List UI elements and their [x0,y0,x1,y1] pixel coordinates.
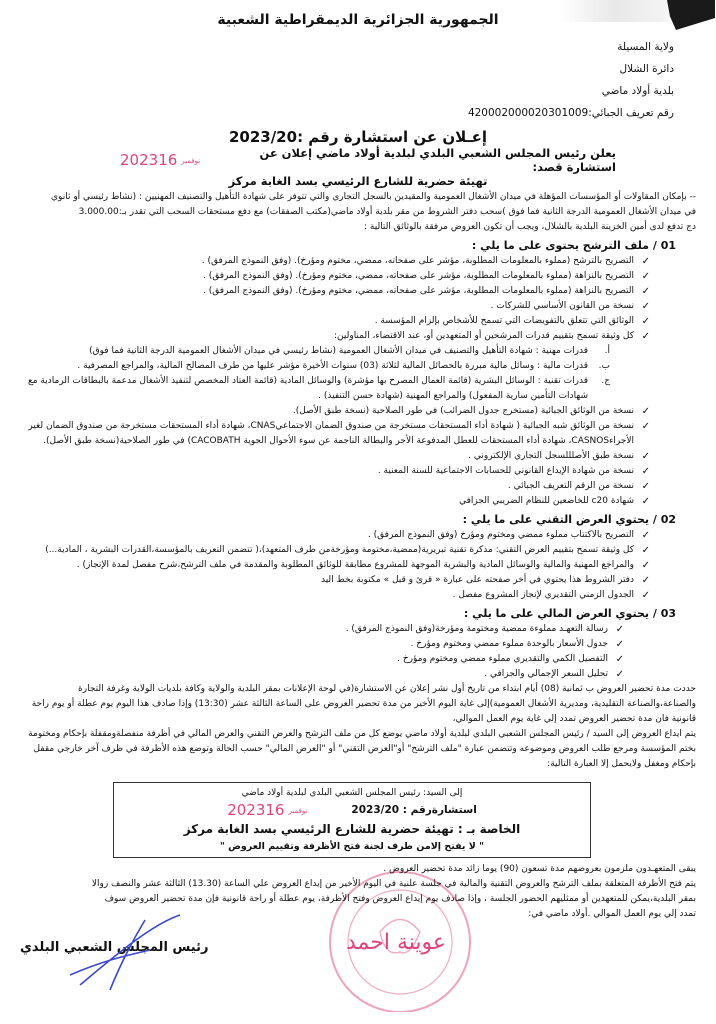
item-text: كل وثيقة تسمح بتقييم قدرات المرشحين أو المتعهدين أو، عند الاقتضاء، المناولين: [334,331,634,341]
handwritten-signature [50,910,190,990]
check-icon: ✓ [641,256,650,267]
section-02-title: 02 / يحتوي العرض التقني على ما يلي : [462,513,676,526]
stamp-month: نوفمبر [288,806,308,815]
announcement-intro: يعلن رئيس المجلس الشعبي البلدي لبلدية أولاد ماضي إعلان عن استشارة قصد: [259,146,616,174]
announcement-heading: إعـلان عن استشارة رقم :2023/20 [228,128,488,146]
para-line: قانونية فان مدة تحضير العروض تمدد إلي غاية يوم العمل الموالي، [452,714,696,724]
check-icon: ✓ [615,624,624,635]
intro-row [20,146,696,174]
item-text: نسخة من القانون الأساسي للشركات . [490,301,634,311]
item-text: جدول الأسعار بالوحدة مملوء ممضي ومختوم ومؤرخ . [410,639,608,649]
list-item [20,329,696,344]
list-item [20,558,696,573]
item-text: نسخة من الوثائق شبه الجبائية ( شهادة أداء المستحقات مستخرجة من صندوق الضمان الاجتماعيCNAS، شهادة أداء المستحقات مستخرجة من صندوق الضمان لغير [28,421,634,431]
handwritten-name-stamp: عوينة احمد [345,930,446,955]
stamp-day: 16 [158,151,178,169]
check-icon: ✓ [641,451,650,462]
item-text: الأجراءCASNOS، شهادة أداء المستحقات للعطل المدفوعة الأجر والبطالة الناجمة عن سوء الأحوال الجوية CACOBATH) في طور الصلاحية(نسخة طبق الأصل). [43,436,634,446]
check-icon: ✓ [641,530,650,541]
check-icon: ✓ [641,545,650,556]
stamp-year: 2023 [227,801,266,819]
check-icon: ✓ [641,560,650,571]
commune-label: بلدية أولاد ماضي [601,85,674,97]
stamp-month: نوفمبر [181,156,201,165]
list-item [20,588,696,603]
check-icon: ✓ [615,639,624,650]
daira-label: دائرة الشلال [619,63,674,75]
received-date-stamp [120,151,204,169]
list-item [20,622,696,637]
item-text: دفتر الشروط هذا يحتوي في أخر صفحته على عبارة « قرئ و قبل » مكتوبة بخط اليد [320,575,634,585]
tax-id: رقم تعريف الجبائي:420002000020301009 [467,107,674,119]
list-item [20,419,696,449]
para-line: في ميدان الأشغال العمومية الدرجة الثانية فما فوق )سحب دفتر الشروط من مقر بلدية أولاد ماضي(مكتب الصفقات) مع دفع مستحقات السحب التي تقدر بـ:3.000.00 [78,207,696,217]
para-line: بختم المؤسسة ومرجع طلب العروض وموضوعه وتتضمن عبارة "ملف الترشح" أو"العرض التقني" أو "العرض المالي" حسب الحالة وتوضع هذه الأظرفة في ظرف آخر خارجي مقفل [33,744,696,754]
box-date-stamp [227,801,311,819]
signature-block [20,940,208,955]
list-item [20,254,696,269]
item-text: نسخة من شهادة الإيداع القانوني للحسابات الاجتماعية للسنة المعنية . [377,466,634,476]
signatory-title: رئيس المجلس الشعبي البلدي [20,940,209,955]
check-icon: ✓ [641,286,650,297]
envelope-recipient: إلى السيد: رئيس المجلس الشعبي البلدي لبلدية أولاد ماضي [241,788,463,798]
list-item [20,528,696,543]
list-item [20,637,696,652]
section-03-title: 03 / يحتوي العرض المالي على ما يلي : [463,607,676,620]
sub-item-label: أ. [604,346,610,356]
republic-title: الجمهورية الجزائرية الديمقراطية الشعبية [217,12,499,28]
wilaya-label: ولاية المسيلة [617,41,674,53]
item-text: التصريح بالنزاهة (مملوء بالمعلومات المطلوبة، مؤشر على صفحاته، ممضي، مختوم ومؤرخ). (وفق النموذج المرفق) . [203,286,634,296]
item-text: نسخة من الوثائق الجبائية (مستخرج جدول الضرائب) في طور الصلاحية (نسخة طبق الأصل). [292,406,634,416]
check-icon: ✓ [641,481,650,492]
item-text: نسخة من الرقم التعريف الجبائي . [507,481,634,491]
sub-item-text: قدرات مالية : وسائل مالية مبررة بالحصائل المالية لثلاثة (03) سنوات الأخيرة مؤشر عليها من طرف المصالح المالية، والمراجع المصرفية . [77,361,588,371]
envelope-ref-row [114,801,590,819]
para-line: -- بإمكان المقاولات أو المؤسسات المؤهلة في ميدان الأشغال العمومية والمقيدين بالسجل التجاري والتي تتوفر على شهادة التأهيل والتصنيف المهنيين : (نشاط رئيسي أو ثانوي [51,192,696,202]
sub-item [20,344,696,359]
check-icon: ✓ [615,654,624,665]
section-01-title: 01 / ملف الترشح يحتوى على ما يلي : [471,239,676,252]
item-text: الجدول الزمني التقديري لإنجاز المشروع مفصل . [452,590,634,600]
check-icon: ✓ [641,466,650,477]
item-text: كل وثيقة تسمح بتقييم العرض التقني: مذكرة تقنية تبريرية(ممضية،مختومة ومؤرخةمن طرف المتعهد)،( تتضمن التعريف بالمؤسسة،القدرات البشرية ، المادية...) [45,545,634,555]
list-item [20,284,696,299]
deposit-paragraph [20,727,696,772]
stamp-year: 2023 [120,151,159,169]
para-line: بمقر البلدية،يمكن للمتعهدين أو ممثليهم الحضور الجلسة ، وإذا صادف يوم إيداع العروض وفتح الأظرفة، يوم عطلة أو راحة قانونية فإن مدة تحضير العروض سوف [104,894,696,904]
check-icon: ✓ [641,575,650,586]
para-line: حددت مدة تحضير العروض ب ثمانية (08) أيام ابتداء من تاريخ أول نشر إعلان عن الاستشارة(في لوحة الإعلانات بمقر البلدية والولاية وكافة بلديات الولاية وغرفة التجارة [78,684,696,694]
list-item [20,449,696,464]
list-item [20,543,696,558]
stamp-day: 16 [265,801,285,819]
para-line: يتم فتح الأظرفة المتعلقة بملف الترشح والعروض التقنية والمالية في جلسة علنية في اليوم الأخير من إيداع العروض علي الساعة (13.30) الثالثة عشر والنصف زوالا [91,879,696,889]
item-text: التصريح بالترشح (مملوء بالمعلومات المطلوبة، مؤشر على صفحاته، ممضي، مختوم ومؤرخ). (وفق النموذج المرفق) . [201,256,634,266]
sub-item-text: شهادات التأمين سارية المفعول) والمراجع المهنية (شهادة حسن التنفيذ) . [318,391,588,401]
list-item [20,573,696,588]
list-item [20,479,696,494]
envelope-notice: " لا يفتح إلامن طرف لجنة فتح الأظرفة وتقييم العروض " [219,841,485,852]
check-icon: ✓ [641,496,650,507]
check-icon: ✓ [641,271,650,282]
closing-section [20,862,696,955]
sub-item-label: ب. [598,361,610,371]
check-icon: ✓ [641,421,650,432]
para-line: دج تدفع لدى أمين الخزينة البلدية بالشلال، ويجب أن تكون العروض مرفقة بالوثائق التالية : [364,222,696,232]
envelope-subject: الخاصة بـ : تهيئة حضرية للشارع الرئيسي بسد الغابة مركز [183,822,521,836]
scan-smudge [560,0,670,22]
item-text: نسخة طبق الأصلللسجل التجاري الإلكتروني . [468,451,634,461]
check-icon: ✓ [615,669,624,680]
para-line: يبقى المتعهـدون ملزمون بعروضهم مدة تسعون (90) يوما زائد مدة تحضير العروض . [383,864,696,874]
check-icon: ✓ [641,406,650,417]
check-icon: ✓ [641,301,650,312]
signature-row [20,930,696,955]
list-item [20,404,696,419]
para-line: يتم ايداع العروض إلى السيد / رئيس المجلس الشعبي البلدي لبلدية أولاد ماضي يوضع كل من ملف الترشح والعرض التقني والعرض المالي في أظرفة منفصلةومقفلة بإحكام ومختومة [28,729,696,739]
eligibility-paragraph [20,190,696,235]
check-icon: ✓ [641,316,650,327]
item-text: شهادة c20 للخاضعين للنظام الضريبي الجزافي [459,496,634,506]
list-item [20,652,696,667]
check-icon: ✓ [641,590,650,601]
list-item [20,667,696,682]
sub-item-text: قدرات مهنية : شهادة التأهيل والتصنيف في ميدان الأشغال العمومية (نشاط رئيسي في ميدان الأشغال العمومية الدرجة الثانية فما فوق) [89,346,588,356]
para-line: بإحكام ومغفل ولايحمل إلا العبارة التالية: [547,759,696,769]
envelope-label-box [113,782,591,858]
list-item [20,269,696,284]
item-text: التصريح بالاكتتاب مملوء ممضي ومختوم ومؤرخ (وفق النموذج المرفق) . [367,530,634,540]
sub-item-text: قدرات تقنية : الوسائل البشرية (قائمة العمال المصرح بها مؤشرة) والوسائل المادية (قائمة العتاد المخصص لتنفيذ الأشغال مدعمة بالبطاقات الرمادية مع [27,376,588,386]
item-text: والمراجع المهنية والمالية والوسائل المادية والبشرية الموجهة للمشروع مطابقة للوثائق المطلوبة والمقدمة في ملف الترشح،شرح مفصل لمدة الإنجاز) . [76,560,634,570]
deadline-paragraph [20,682,696,727]
sub-item-label: ج. [601,376,610,386]
check-icon: ✓ [641,331,650,342]
sub-item [20,359,696,374]
announcement-subject: تهيئة حضرية للشارع الرئيسي بسد الغابة مركز [228,174,488,188]
sub-item [20,374,696,404]
para-line: والصناعة،والصناعة التقليدية، ومديرية الأشغال العمومية)إلى غاية اليوم الأخير من مدة تحضير العروض على الساعة الثالثة عشر (13:30) وإذا صادف هذا اليوم يوم عطلة أو يوم راحة [31,699,696,709]
list-item [20,464,696,479]
item-text: تحليل السعر الإجمالي والجزافي . [484,669,608,679]
envelope-reference: استشارةرقم : 2023/20 [351,803,477,816]
list-item [20,494,696,509]
list-item [20,299,696,314]
item-text: التفصيل الكمي والتقديري مملوء ممضي ومختوم ومؤرخ . [397,654,608,664]
item-text: التصريح بالنزاهة (مملوء بالمعلومات المطلوبة، مؤشر على صفحاته، ممضي، مختوم ومؤرخ). (وفق النموذج المرفق) . [203,271,634,281]
item-text: رسالة التعهـد مملوءة ممضية ومختومة ومؤرخة(وفق النموذج المرفق) . [345,624,608,634]
list-item [20,314,696,329]
item-text: الوثائق التي تتعلق بالتفويضات التي تسمح للأشخاص بإلزام المؤسسة . [374,316,634,326]
para-line: تمدد إلي يوم العمل الموالي .أولاد ماضي في: [528,909,696,919]
